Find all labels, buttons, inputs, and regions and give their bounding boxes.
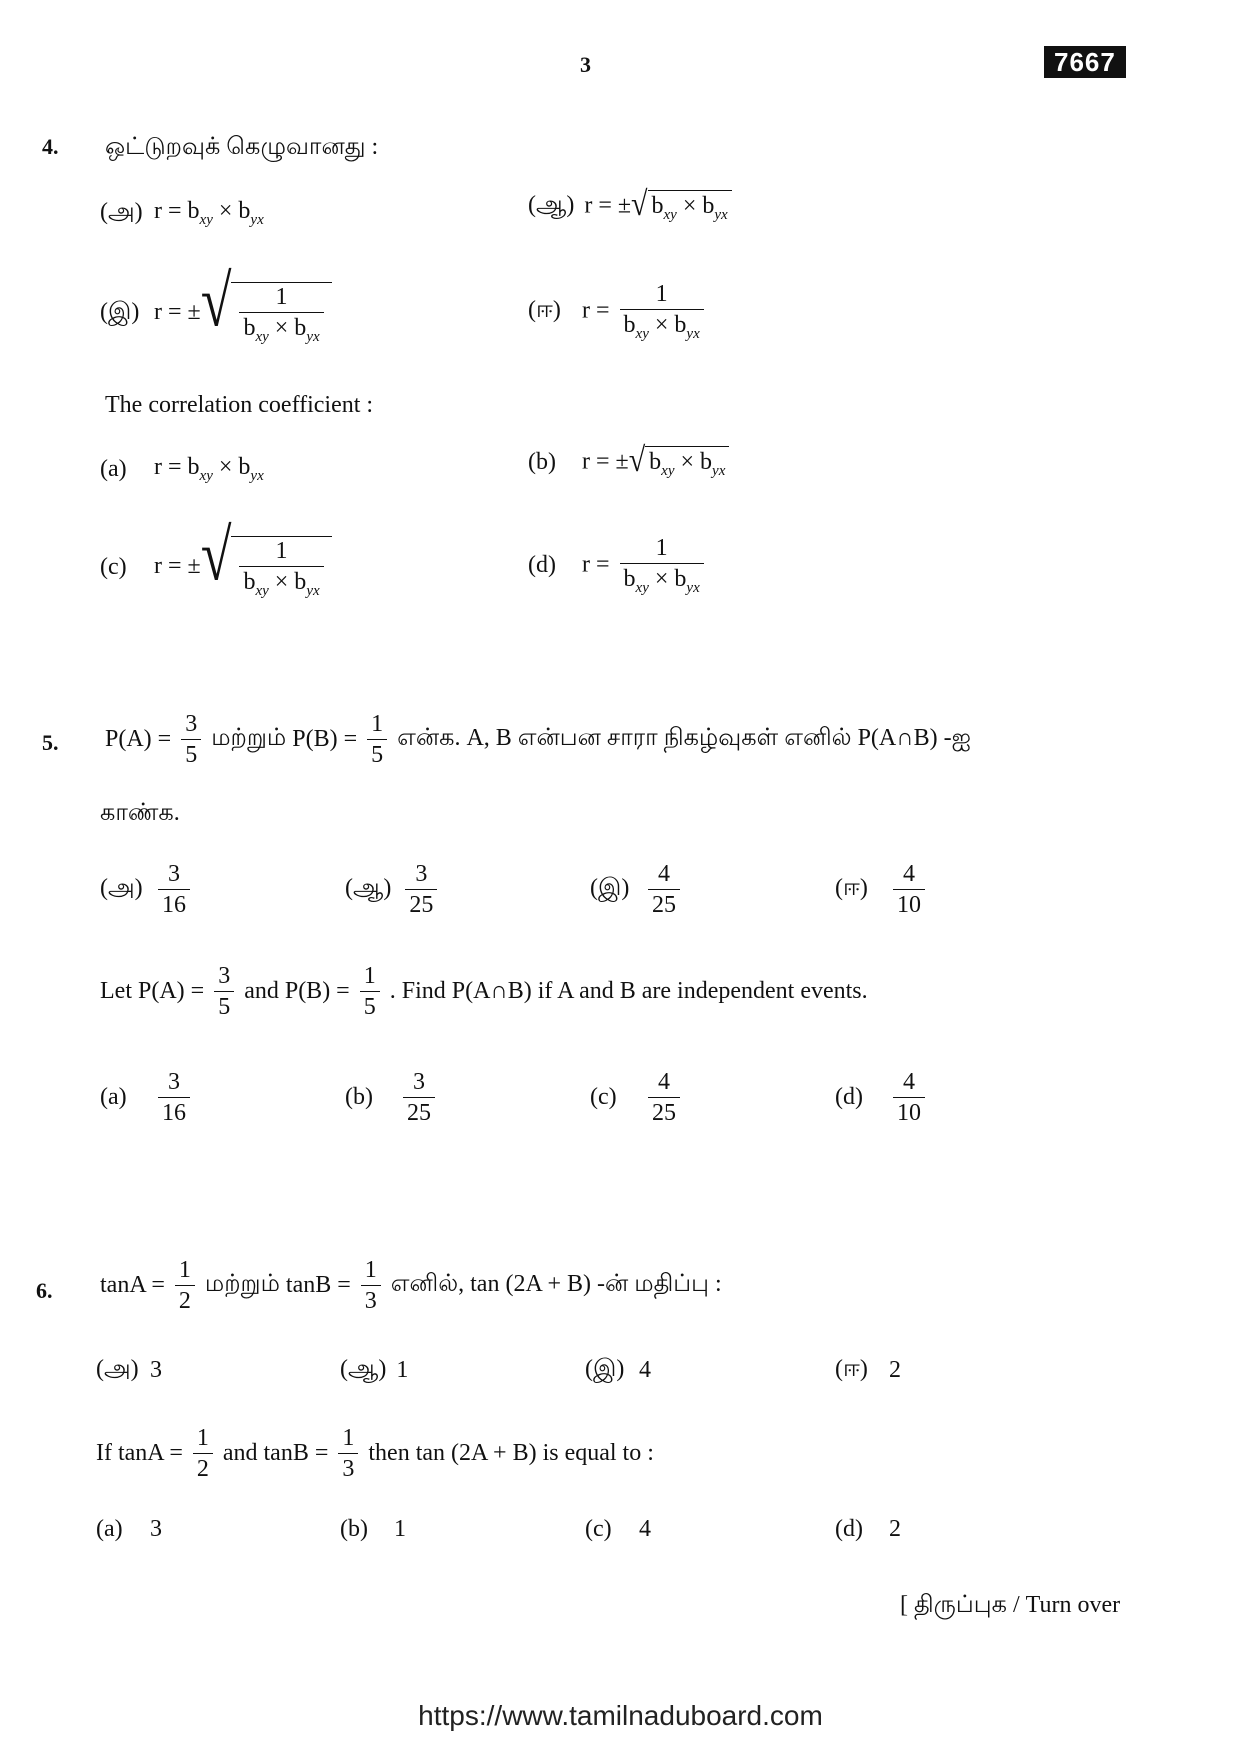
pb-label: P(B) = [284, 978, 350, 1004]
option-label: (இ) [585, 1356, 625, 1382]
option-label: (இ) [100, 298, 140, 325]
page-number: 3 [580, 52, 591, 77]
option-label: (a) [100, 455, 127, 482]
pb-fraction: $\frac{1}{5}$ [360, 964, 380, 1019]
q4-english-option-b [528, 441, 729, 480]
question-4-english-text: The correlation coefficient : [105, 392, 374, 418]
q4-tamil-option-b [528, 185, 732, 224]
q5-tamil-option-b [345, 862, 441, 917]
option-label: (c) [100, 553, 127, 580]
option-expression: r = ± √ $b_{xy} \times b_{yx}$ [582, 446, 729, 480]
q5-tamil-option-a [100, 862, 194, 917]
question-5-tamil-text [105, 712, 971, 767]
option-label: (அ) [100, 198, 143, 225]
tanb-fraction: $\frac{1}{3}$ [338, 1426, 358, 1481]
pb-fraction: $\frac{1}{5}$ [367, 712, 387, 767]
q5-english-option-c [590, 1070, 684, 1125]
if-word: If [96, 1440, 112, 1466]
q4-tamil-option-a [100, 198, 264, 229]
footer-url[interactable]: https://www.tamilnaduboard.com [418, 1700, 823, 1731]
question-4-number: 4. [42, 134, 59, 159]
option-value: 2 [889, 1516, 901, 1542]
q5-tamil-option-c [590, 862, 684, 917]
option-fraction: $\frac{3}{16}$ [158, 1070, 190, 1125]
q6-tamil-option-a [96, 1356, 162, 1385]
question-6-tamil-text [100, 1258, 722, 1313]
option-label: (இ) [590, 875, 630, 901]
q6-english-option-b [340, 1516, 406, 1543]
option-value: 1 [396, 1357, 409, 1383]
option-label: (a) [100, 1084, 127, 1110]
tana-label: tanA = [100, 1272, 165, 1298]
option-value: 3 [150, 1357, 162, 1383]
tana-label: tanA = [117, 1440, 183, 1466]
question-5-number: 5. [42, 730, 59, 755]
tanb-label: tanB = [263, 1440, 329, 1466]
option-value: 3 [150, 1516, 162, 1542]
q6-tamil-option-c [585, 1356, 651, 1385]
option-label: (அ) [96, 1356, 139, 1382]
q5-tamil-option-d [835, 862, 929, 917]
option-label: (d) [528, 552, 556, 579]
option-fraction: $\frac{4}{25}$ [648, 1070, 680, 1125]
option-label: (அ) [100, 875, 143, 901]
let-word: Let [100, 978, 132, 1004]
option-fraction: $\frac{4}{25}$ [648, 862, 680, 917]
question-6-number: 6. [36, 1278, 53, 1303]
question-5-tamil-rest: என்க. A, B என்பன சாரா நிகழ்வுகள் எனில் P(A∩B) -ஐ [397, 725, 971, 751]
question-6-tamil-rest: எனில், tan (2A + B) -ன் மதிப்பு : [390, 1271, 722, 1297]
option-label: (ஆ) [345, 875, 392, 901]
q4-tamil-option-c [100, 261, 332, 345]
pa-label: P(A) = [105, 726, 172, 752]
and-tamil: மற்றும் [204, 1271, 280, 1297]
option-label: (d) [835, 1516, 863, 1542]
tanb-fraction: $\frac{1}{3}$ [361, 1258, 381, 1313]
option-expression: $r = b_{xy} \times b_{yx}$ [154, 198, 264, 228]
option-expression: r = $\frac{1}{b_{xy} \times b_{yx}}$ [582, 536, 708, 596]
option-value: 1 [394, 1516, 406, 1542]
q6-tamil-option-b [340, 1356, 408, 1385]
q5-english-option-a [100, 1070, 194, 1125]
option-expression: r = ± √ $\frac{1}{b_{xy} \times b_{yx}}$ [154, 282, 332, 345]
option-expression: r = ± √ $\frac{1}{b_{xy} \times b_{yx}}$ [154, 536, 332, 599]
pa-label: P(A) = [137, 978, 205, 1004]
q4-tamil-option-d [528, 282, 708, 342]
turn-over-note: [ திருப்புக / Turn over [900, 1592, 1121, 1618]
option-label: (c) [585, 1516, 612, 1542]
q4-english-option-d [528, 536, 708, 596]
tana-fraction: $\frac{1}{2}$ [193, 1426, 213, 1481]
option-fraction: $\frac{3}{25}$ [403, 1070, 435, 1125]
option-label: (b) [340, 1516, 368, 1542]
option-label: (b) [528, 449, 556, 476]
q6-english-option-a [96, 1516, 162, 1543]
option-expression: $r = b_{xy} \times b_{yx}$ [154, 454, 264, 484]
question-5-tamil-line2: காண்க. [100, 800, 180, 826]
q4-english-option-a [100, 454, 264, 485]
pa-fraction: $\frac{3}{5}$ [181, 712, 201, 767]
option-label: (b) [345, 1084, 373, 1110]
option-fraction: $\frac{4}{10}$ [893, 862, 925, 917]
option-label: (d) [835, 1084, 863, 1110]
option-fraction: $\frac{3}{16}$ [158, 862, 190, 917]
option-label: (ஈ) [835, 1356, 868, 1382]
tana-fraction: $\frac{1}{2}$ [175, 1258, 195, 1313]
question-4-tamil-text: ஒட்டுறவுக் கெழுவானது : [105, 134, 379, 160]
pb-label: P(B) = [292, 726, 358, 752]
and-word: and [244, 978, 279, 1004]
question-6-english-text [96, 1426, 654, 1481]
option-expression: r = $\frac{1}{b_{xy} \times b_{yx}}$ [582, 282, 708, 342]
q4-english-option-c [100, 515, 332, 599]
option-value: 4 [639, 1516, 651, 1542]
option-fraction: $\frac{3}{25}$ [405, 862, 437, 917]
option-label: (ஈ) [528, 297, 561, 324]
option-label: (ஆ) [528, 192, 575, 219]
paper-code-badge: 7667 [1044, 46, 1126, 78]
question-6-english-rest: then tan (2A + B) is equal to : [368, 1440, 654, 1466]
and-tamil: மற்றும் [211, 725, 287, 751]
and-word: and [222, 1440, 258, 1466]
q6-tamil-option-d [835, 1356, 901, 1385]
option-fraction: $\frac{4}{10}$ [893, 1070, 925, 1125]
option-label: (a) [96, 1516, 123, 1542]
q5-english-option-d [835, 1070, 929, 1125]
option-label: (ஆ) [340, 1356, 387, 1382]
option-label: (c) [590, 1084, 617, 1110]
q6-english-option-d [835, 1516, 901, 1543]
option-value: 2 [889, 1357, 901, 1383]
question-5-english-text [100, 964, 868, 1019]
option-label: (ஈ) [835, 875, 868, 901]
q5-english-option-b [345, 1070, 439, 1125]
q6-english-option-c [585, 1516, 651, 1543]
pa-fraction: $\frac{3}{5}$ [214, 964, 234, 1019]
option-value: 4 [639, 1357, 651, 1383]
option-expression: r = ± √ $b_{xy} \times b_{yx}$ [584, 190, 731, 224]
question-5-english-rest: . Find P(A∩B) if A and B are independent events. [389, 978, 868, 1004]
tanb-label: tanB = [285, 1272, 351, 1298]
